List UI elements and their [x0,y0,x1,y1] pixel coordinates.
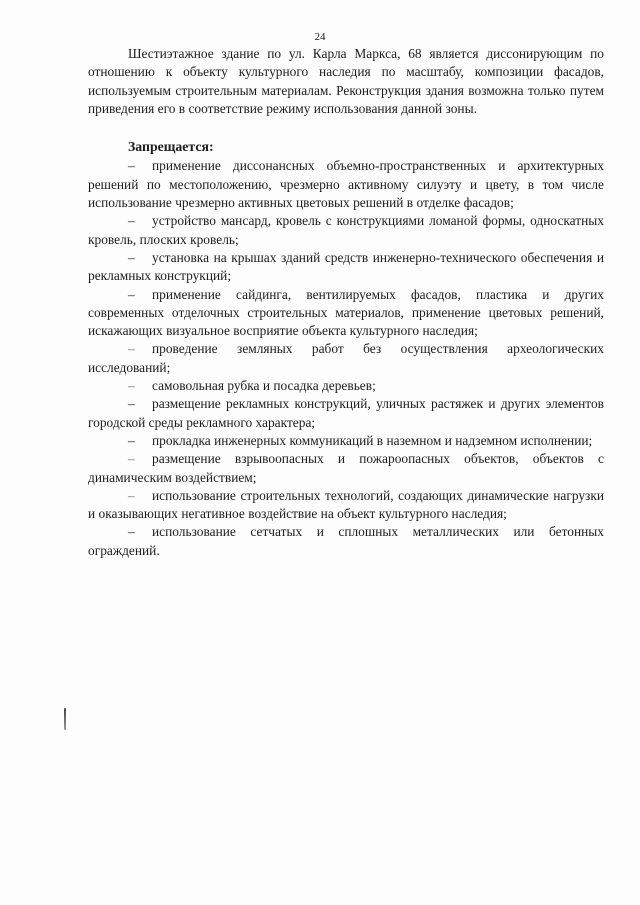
list-item-text: устройство мансард, кровель с конструкциями ломаной формы, односкатных кровель, плоских кровель; [88,213,604,247]
dash-bullet: – [128,213,135,229]
list-item-text: прокладка инженерных коммуникаций в наземном и надземном исполнении; [152,432,593,448]
page-number: 24 [314,31,326,43]
dash-bullet: – [128,396,135,412]
dash-bullet: – [128,432,135,448]
list-item-text: проведение земляных работ без осуществления археологических исследований; [88,341,604,375]
list-item [88,286,604,341]
list-item [88,450,604,487]
dash-bullet: – [128,341,135,357]
list-item-text: использование сетчатых и сплошных металлических или бетонных ограждений. [88,524,604,558]
list-item-text: размещение рекламных конструкций, уличных растяжек и других элементов городской среды рекламного характера; [88,396,604,430]
list-item [88,249,604,286]
dash-bullet: – [128,487,135,503]
list-item [88,395,604,432]
list-item-text: применение диссонансных объемно-пространственных и архитектурных решений по местоположению, чрезмерно активному силуэту и цвету, в том числе использование чрезмерно активных цветовых решений в отделке фасадов; [88,158,604,211]
dash-bullet: – [128,249,135,265]
dash-bullet: – [128,524,135,540]
list-item [88,523,604,560]
margin-binding-mark [64,708,66,730]
list-item [88,157,604,212]
list-item [88,432,604,450]
list-item [88,487,604,524]
dash-bullet: – [128,286,135,302]
list-item-text: самовольная рубка и посадка деревьев; [152,378,376,394]
dash-bullet: – [128,158,135,174]
list-item-text: размещение взрывоопасных и пожароопасных объектов, объектов с динамическим воздействием; [88,451,604,485]
list-item-text: использование строительных технологий, создающих динамические нагрузки и оказывающих негативное воздействие на объект культурного наследия; [88,487,604,522]
dash-bullet: – [128,378,135,394]
list-item-text: установка на крышах зданий средств инженерно-технического обеспечения и рекламных конструкций; [88,249,604,284]
prohibited-heading: Запрещается: [128,139,214,155]
list-item [88,212,604,249]
prohibited-list [88,157,604,560]
intro-paragraph: Шестиэтажное здание по ул. Карла Маркса, 68 является диссонирующим по отношению к объекту культурного наследия по масштабу, композиции фасадов, используемым строительным материалам. Реконструкция здания возможна только путем приведения его в соответствие режиму использования данной зоны. [88,46,604,116]
list-item [88,377,604,395]
document-body [88,45,604,560]
list-item-text: применение сайдинга, вентилируемых фасадов, пластика и других современных отделочных строительных материалов, применение цветовых решений, искажающих визуальное восприятие объекта культурного наследия; [88,286,604,339]
dash-bullet: – [128,451,135,467]
list-item [88,340,604,377]
